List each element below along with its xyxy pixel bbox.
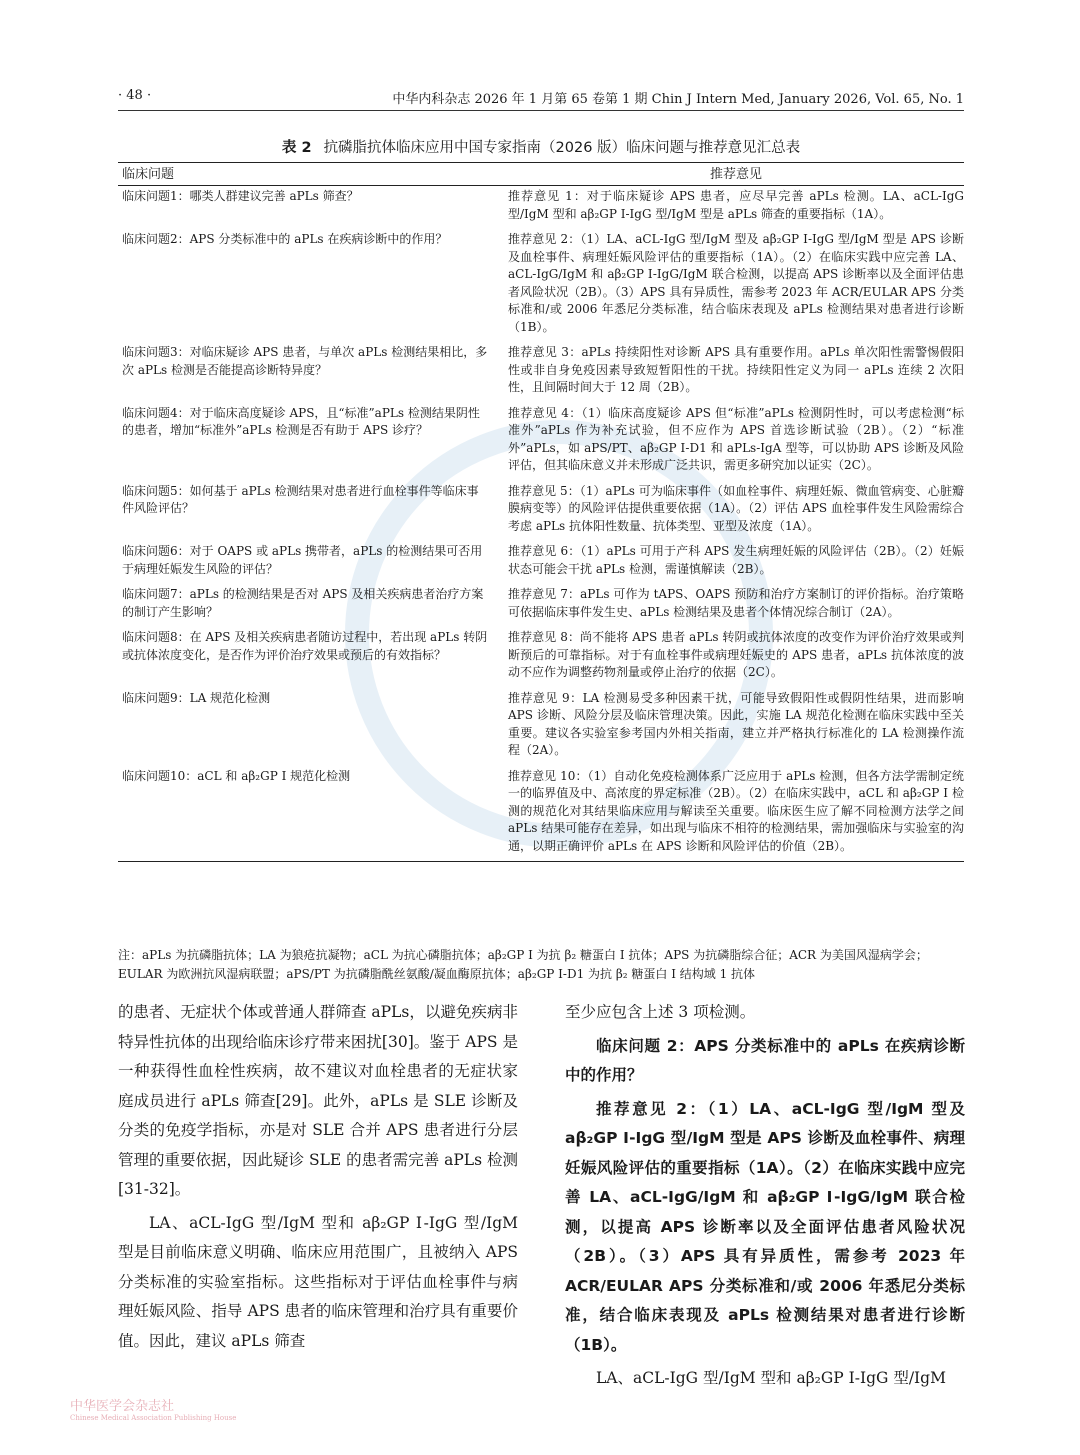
question-cell: 临床问题9：LA 规范化检测 <box>122 690 271 705</box>
table-row <box>118 229 964 342</box>
question-cell: 临床问题5：如何基于 aPLs 检测结果对患者进行血栓事件等临床事件风险评估？ <box>122 483 479 515</box>
table-row <box>118 481 964 542</box>
recommendation-cell: 推荐意见 5：（1）aPLs 可为临床事件（如血栓事件、病理妊娠、微血管病变、心脏瓣膜病变等）的风险评估提供重要依据（1A）。（2）评估 APS 血栓事件发生风险需综合考虑 aPLs 抗体阳性数量、抗体类型、亚型及浓度（1A）。 <box>508 483 964 533</box>
recommendation-cell: 推荐意见 1：对于临床疑诊 APS 患者，应尽早完善 aPLs 检测。LA、aCL-IgG 型/IgM 型和 aβ₂GP Ⅰ-IgG 型/IgM 型是 aPLs 筛查的重要指标（1A）。 <box>508 189 964 221</box>
recommendation-cell: 推荐意见 2：（1）LA、aCL-IgG 型/IgM 型及 aβ₂GP Ⅰ-IgG 型/IgM 型是 APS 诊断及血栓事件、病理妊娠风险评估的重要指标（1A）。（2）在临床实践中应完善 LA、aCL-IgG/IgM 和 aβ₂GP Ⅰ-IgG/IgM 联合检测，以提高 APS 诊断率以及全面评估患者风险状况（2B）。（3）APS 具有异质性，需参考 2023 年 ACR/EULAR APS 分类标准和/或 2006 年悉尼分类标准，结合临床表现及 aPLs 检测结果对患者进行诊断（1B）。 <box>508 232 964 334</box>
question-cell: 临床问题10：aCL 和 aβ₂GP Ⅰ 规范化检测 <box>122 768 351 783</box>
page-header <box>118 86 964 111</box>
recommendation-cell: 推荐意见 7：aPLs 可作为 tAPS、OAPS 预防和治疗方案制订的评价指标。治疗策略可依据临床事件发生史、aPLs 检测结果及患者个体情况综合制订（2A）。 <box>508 587 964 619</box>
recommendation-cell: 推荐意见 9：LA 检测易受多种因素干扰，可能导致假阳性或假阴性结果，进而影响 APS 诊断、风险分层及临床管理决策。因此，实施 LA 规范化检测在临床实践中至关重要。建议各实验室参考国内外相关指南，建立并严格执行标准化的 LA 检测操作流程（2A）。 <box>508 690 964 757</box>
body-paragraph: LA、aCL-IgG 型/IgM 型和 aβ₂GP Ⅰ-IgG 型/IgM 型是目前临床意义明确、临床应用范围广，且被纳入 APS 分类标准的实验室指标。这些指标对于评估血栓事件与病理妊娠风险、指导 APS 患者的临床管理和治疗具有重要价值。因此，建议 aPLs 筛查 <box>118 1213 518 1350</box>
table-row <box>118 342 964 403</box>
body-paragraph: 至少应包含上述 3 项检测。 <box>565 1003 756 1021</box>
recommendation-cell: 推荐意见 3：aPLs 持续阳性对诊断 APS 具有重要作用。aPLs 单次阳性需警惕假阳性或非自身免疫因素导致短暂阳性的干扰。持续阳性定义为同一 aPLs 连续 2 次阳性，且间隔时间大于 12 周（2B）。 <box>508 345 964 394</box>
question-cell: 临床问题6：对于 OAPS 或 aPLs 携带者，aPLs 的检测结果可否用于病理妊娠发生风险的评估？ <box>122 544 483 576</box>
column-header-question: 临床问题 <box>122 167 175 182</box>
recommendation-cell: 推荐意见 6：（1）aPLs 可用于产科 APS 发生病理妊娠的风险评估（2B）。（2）妊娠状态可能会干扰 aPLs 检测，需谨慎解读（2B）。 <box>508 544 964 576</box>
journal-citation: 中华内科杂志 2026 年 1 月第 65 卷第 1 期 Chin J Intern Med, January 2026, Vol. 65, No. 1 <box>392 92 964 107</box>
table-row <box>118 541 964 584</box>
table-title: 抗磷脂抗体临床应用中国专家指南（2026 版）临床问题与推荐意见汇总表 <box>323 140 801 156</box>
body-paragraph: 的患者、无症状个体或普通人群筛查 aPLs，以避免疾病非特异性抗体的出现给临床诊疗带来困扰[30]。鉴于 APS 是一种获得性血栓性疾病，故不建议对血栓患者的无症状家庭成员进行 aPLs 筛查[29]。此外，aPLs 是 SLE 诊断及分类的免疫学指标，亦是对 SLE 合并 APS 患者进行分层管理的重要依据，因此疑诊 SLE 的患者需完善 aPLs 检测[31-32]。 <box>118 1003 518 1198</box>
table-row <box>118 688 964 766</box>
table-row <box>118 186 964 229</box>
body-column-left <box>118 998 518 1360</box>
recommendation-paragraph: 推荐意见 2：（1）LA、aCL-IgG 型/IgM 型及 aβ₂GP Ⅰ-IgG 型/IgM 型是 APS 诊断及血栓事件、病理妊娠风险评估的重要指标（1A）。（2）在临床实践中应完善 LA、aCL-IgG/IgM 和 aβ₂GP Ⅰ-IgG/IgM 联合检测，以提高 APS 诊断率以及全面评估患者风险状况（2B）。（3）APS 具有异质性，需参考 2023 年 ACR/EULAR APS 分类标准和/或 2006 年悉尼分类标准，结合临床表现及 aPLs 检测结果对患者进行诊断（1B）。 <box>565 1099 965 1354</box>
table-footnote: 注：aPLs 为抗磷脂抗体；LA 为狼疮抗凝物；aCL 为抗心磷脂抗体；aβ₂GP Ⅰ 为抗 β₂ 糖蛋白 Ⅰ 抗体；APS 为抗磷脂综合征；ACR 为美国风湿病学会；EULAR 为欧洲抗风湿病联盟；aPS/PT 为抗磷脂酰丝氨酸/凝血酶原抗体；aβ₂GP Ⅰ-D1 为抗 β₂ 糖蛋白 Ⅰ 结构域 1 抗体 <box>118 948 928 981</box>
question-cell: 临床问题2：APS 分类标准中的 aPLs 在疾病诊断中的作用？ <box>122 232 448 246</box>
recommendation-cell: 推荐意见 4：（1）临床高度疑诊 APS 但“标准”aPLs 检测阴性时，可以考虑检测“标准外”aPLs 作为补充试验，但不应作为 APS 首选诊断试验（2B）。（2）“标准外”aPLs，如 aPS/PT、aβ₂GP Ⅰ-D1 和 aPLs-IgA 型等，可以协助 APS 诊断及风险评估，但其临床意义并未形成广泛共识，需更多研究加以证实（2C）。 <box>508 405 964 472</box>
body-paragraph: LA、aCL-IgG 型/IgM 型和 aβ₂GP Ⅰ-IgG 型/IgM <box>596 1369 946 1387</box>
section-heading: 临床问题 2：APS 分类标准中的 aPLs 在疾病诊断中的作用？ <box>565 1036 965 1084</box>
column-header-recommendation: 推荐意见 <box>709 167 762 182</box>
table-row <box>118 584 964 627</box>
publisher-name: 中华医学会杂志社 <box>70 1399 175 1414</box>
table-row <box>118 403 964 481</box>
publisher-logo <box>70 1395 236 1422</box>
table-row <box>118 627 964 688</box>
question-cell: 临床问题4：对于临床高度疑诊 APS，且“标准”aPLs 检测结果阴性的患者，增加“标准外”aPLs 检测是否有助于 APS 诊疗？ <box>122 405 480 437</box>
question-cell: 临床问题7：aPLs 的检测结果是否对 APS 及相关疾病患者治疗方案的制订产生影响？ <box>122 587 484 619</box>
question-cell: 临床问题3：对临床疑诊 APS 患者，与单次 aPLs 检测结果相比，多次 aPLs 检测是否能提高诊断特异度？ <box>122 345 488 377</box>
body-column-right <box>565 998 965 1398</box>
recommendation-cell: 推荐意见 10：（1）自动化免疫检测体系广泛应用于 aPLs 检测，但各方法学需制定统一的临界值及中、高浓度的界定标准（2B）。（2）在临床实践中，aCL 和 aβ₂GP Ⅰ 检测的规范化对其结果临床应用与解读至关重要。临床医生应了解不同检测方法学之间 aPLs 结果可能存在差异，如出现与临床不相符的检测结果，需加强临床与实验室的沟通，以期正确评价 aPLs 在 APS 诊断和风险评估的价值（2B）。 <box>508 768 964 853</box>
table-label: 表 2 <box>281 140 312 156</box>
table-header-row <box>118 163 964 186</box>
recommendation-table <box>118 162 964 862</box>
page-number: · 48 · <box>118 88 152 103</box>
publisher-name-english: Chinese Medical Association Publishing House <box>70 1414 237 1422</box>
recommendation-cell: 推荐意见 8：尚不能将 APS 患者 aPLs 转阴或抗体浓度的改变作为评价治疗效果或判断预后的可靠指标。对于有血栓事件或病理妊娠史的 APS 患者，aPLs 抗体浓度的波动不应作为调整药物剂量或停止治疗的依据（2C）。 <box>508 630 964 679</box>
table-row <box>118 766 964 863</box>
table-caption <box>118 136 964 157</box>
question-cell: 临床问题8：在 APS 及相关疾病患者随访过程中，若出现 aPLs 转阴或抗体浓度变化，是否作为评价治疗效果或预后的有效指标？ <box>122 630 488 662</box>
question-cell: 临床问题1：哪类人群建议完善 aPLs 筛查？ <box>122 189 359 203</box>
